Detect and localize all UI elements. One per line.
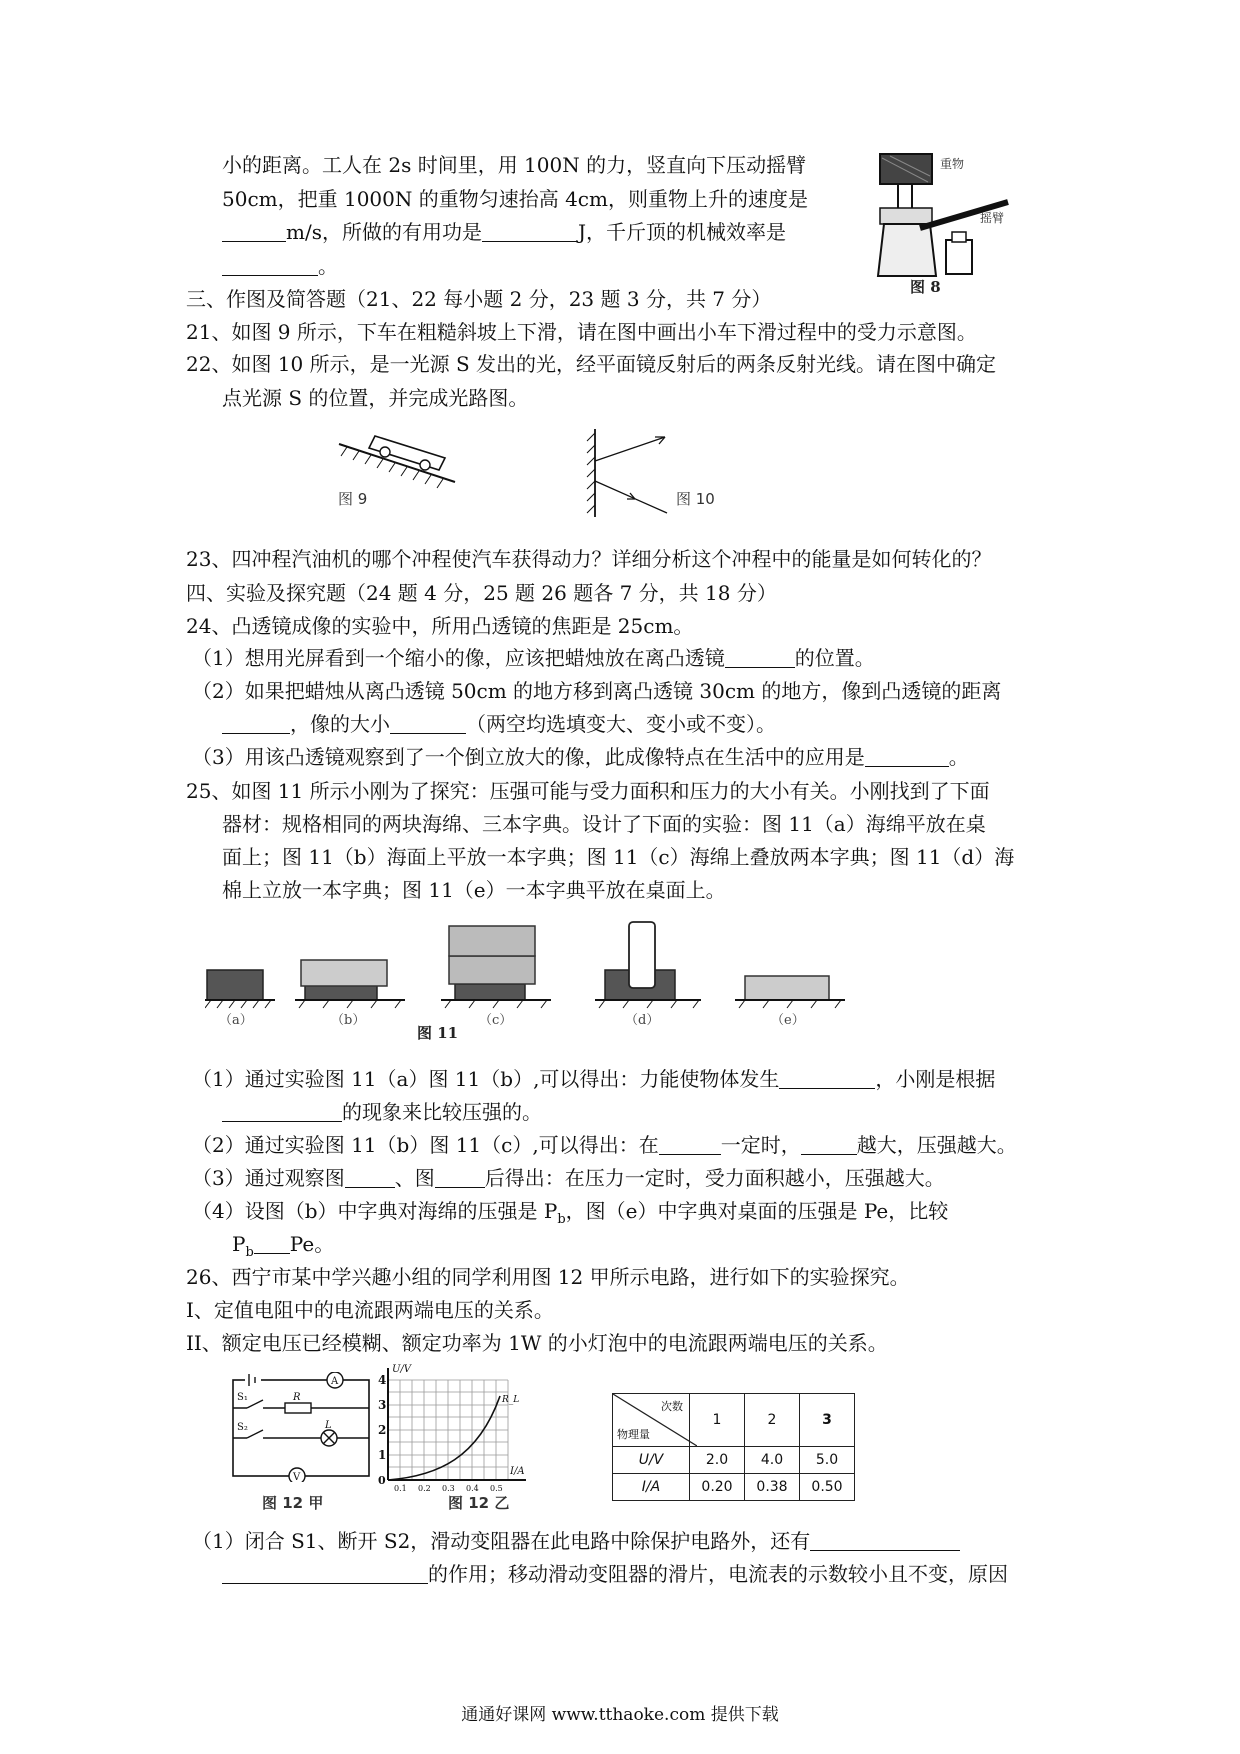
fig9-slope [335, 430, 465, 490]
q24-part2-line1: （2）如果把蜡烛从离凸透镜 50cm 的地方移到离凸透镜 30cm 的地方，像到凸透镜的距离 [192, 679, 1002, 703]
graph-xtick: 0.2 [418, 1484, 431, 1492]
fig11-sponge-experiment [205, 920, 1065, 1050]
table-cell: 5.0 [800, 1447, 855, 1474]
answer-blank[interactable] [222, 711, 290, 734]
answer-blank[interactable] [345, 1165, 395, 1188]
switch-s1-label: S₁ [237, 1392, 248, 1403]
answer-blank[interactable] [779, 1066, 875, 1089]
table-cell: 0.38 [745, 1474, 800, 1501]
fig11-label-a: （a） [219, 1013, 253, 1028]
q20-line1: 小的距离。工人在 2s 时间里，用 100N 的力，竖直向下压动摇臂 [222, 153, 807, 177]
answer-blank[interactable] [725, 645, 795, 668]
q23-text: 23、四冲程汽油机的哪个冲程使汽车获得动力？详细分析这个冲程中的能量是如何转化的？ [186, 547, 992, 571]
answer-blank[interactable] [254, 1231, 290, 1254]
fig8-label-arm: 摇臂 [980, 211, 1005, 225]
q25-part1-line1: （1）通过实验图 11（a）图 11（b）,可以得出：力能使物体发生 ，小刚是根据 [192, 1067, 996, 1091]
table-cell: 4.0 [745, 1447, 800, 1474]
fig12b-caption: 图 12 乙 [448, 1494, 510, 1512]
page-footer: 通通好课网 www.tthaoke.com 提供下载 [461, 1705, 779, 1725]
graph-ytick: 1 [378, 1448, 387, 1462]
fig11-label-c: （c） [479, 1013, 513, 1028]
voltmeter-label: V [293, 1472, 301, 1482]
table-cell: 0.50 [800, 1474, 855, 1501]
graph-curve-label: R_L [502, 1395, 520, 1405]
q25-line2: 器材：规格相同的两块海绵、三本字典。设计了下面的实验：图 11（a）海绵平放在桌 [222, 812, 986, 836]
table-cell: 0.20 [690, 1474, 745, 1501]
fig8-jack [870, 148, 1010, 294]
section-4-heading: 四、实验及探究题（24 题 4 分，25 题 26 题各 7 分，共 18 分） [186, 581, 777, 605]
fig11-label-e: （e） [771, 1013, 805, 1028]
graph-xtick: 0.5 [490, 1484, 503, 1492]
q24-stem: 24、凸透镜成像的实验中，所用凸透镜的焦距是 25cm。 [186, 614, 694, 638]
fig12b-graph [378, 1362, 558, 1492]
q26-stem: 26、西宁市某中学兴趣小组的同学利用图 12 甲所示电路，进行如下的实验探究。 [186, 1265, 910, 1289]
graph-ylabel: U/V [392, 1364, 412, 1375]
section-3-heading: 三、作图及简答题（21、22 每小题 2 分，23 题 3 分，共 7 分） [186, 287, 772, 311]
switch-s2-label: S₂ [237, 1422, 248, 1433]
fig10-caption: 图 10 [676, 490, 715, 508]
fig8-label-weight: 重物 [940, 157, 965, 171]
graph-origin: 0 [378, 1474, 386, 1487]
answer-blank[interactable] [222, 253, 318, 276]
q25-part4-line2: $P_b$ Pe。 [232, 1232, 335, 1260]
table-header-cell: 3 [800, 1394, 855, 1447]
fig9-caption: 图 9 [338, 490, 368, 508]
table-corner-cell: 次数 物理量 [613, 1394, 690, 1447]
graph-xtick: 0.1 [394, 1484, 407, 1492]
fig11-label-d: （d） [625, 1013, 660, 1028]
q21-text: 21、如图 9 所示，下车在粗糙斜坡上下滑，请在图中画出小车下滑过程中的受力示意图。 [186, 320, 977, 344]
table-row-label: U/V [613, 1447, 690, 1474]
q25-line4: 棉上立放一本字典；图 11（e）一本字典平放在桌面上。 [222, 878, 726, 902]
lamp-label: L [325, 1420, 332, 1431]
table-row [613, 1447, 855, 1474]
table-header-cell: 2 [745, 1394, 800, 1447]
answer-blank[interactable] [482, 219, 578, 242]
q22-line1: 22、如图 10 所示，是一光源 S 发出的光，经平面镜反射后的两条反射光线。请在图中确定 [186, 352, 997, 376]
graph-ytick: 3 [378, 1398, 387, 1412]
fig11-label-b: （b） [331, 1013, 366, 1028]
graph-xtick: 0.3 [442, 1484, 455, 1492]
graph-xlabel: I/A [510, 1466, 525, 1477]
fig10-mirror [575, 425, 675, 520]
q25-part1-line2: 的现象来比较压强的。 [222, 1098, 542, 1126]
graph-ytick: 4 [378, 1373, 387, 1387]
q24-part3: （3）用该凸透镜观察到了一个倒立放大的像，此成像特点在生活中的应用是 。 [192, 745, 969, 769]
q25-line1: 25、如图 11 所示小刚为了探究：压强可能与受力面积和压力的大小有关。小刚找到了下面 [186, 779, 990, 803]
q25-part2: （2）通过实验图 11（b）图 11（c）,可以得出：在 一定时， 越大，压强越大。 [192, 1133, 1017, 1157]
resistor-label: R [293, 1392, 301, 1403]
answer-blank[interactable] [810, 1528, 960, 1551]
graph-xtick: 0.4 [466, 1484, 479, 1492]
q25-part4-line1: （4）设图（b）中字典对海绵的压强是 $P_b$，图（e）中字典对桌面的压强是 Pe，比较 [192, 1199, 949, 1227]
fig8-caption: 图 8 [910, 278, 941, 294]
answer-blank[interactable] [222, 1561, 428, 1584]
q24-part1: （1）想用光屏看到一个缩小的像，应该把蜡烛放在离凸透镜 的位置。 [192, 646, 875, 670]
ammeter-label: A [331, 1376, 339, 1387]
q22-line2: 点光源 S 的位置，并完成光路图。 [222, 386, 529, 410]
graph-curve-rl [388, 1396, 500, 1480]
q24-part2-line2: ，像的大小 （两空均选填变大、变小或不变）。 [222, 710, 776, 738]
q25-line3: 面上；图 11（b）海面上平放一本字典；图 11（c）海绵上叠放两本字典；图 11（d）海 [222, 845, 1015, 869]
q20-line4: 。 [222, 252, 338, 280]
q26-item1: I、定值电阻中的电流跟两端电压的关系。 [186, 1298, 554, 1322]
answer-blank[interactable] [435, 1165, 485, 1188]
table-row-label: I/A [613, 1474, 690, 1501]
answer-blank[interactable] [659, 1132, 721, 1155]
q26-part1-line2: 的作用；移动滑动变阻器的滑片，电流表的示数较小且不变，原因 [222, 1560, 1008, 1588]
fig11-caption: 图 11 [417, 1024, 459, 1042]
answer-blank[interactable] [390, 711, 466, 734]
q26-item2: II、额定电压已经模糊、额定功率为 1W 的小灯泡中的电流跟两端电压的关系。 [186, 1331, 888, 1355]
q20-line2: 50cm，把重 1000N 的重物匀速抬高 4cm，则重物上升的速度是 [222, 187, 808, 211]
q20-line3: m/s，所做的有用功是 J，千斤顶的机械效率是 [222, 218, 786, 246]
fig12a-circuit [225, 1372, 375, 1482]
fig12a-caption: 图 12 甲 [262, 1494, 324, 1512]
table-cell: 2.0 [690, 1447, 745, 1474]
answer-blank[interactable] [222, 219, 286, 242]
answer-blank[interactable] [865, 744, 949, 767]
table-row [613, 1474, 855, 1501]
table-header-cell: 1 [690, 1394, 745, 1447]
q26-data-table [612, 1393, 855, 1501]
q25-part3: （3）通过观察图 、图 后得出：在压力一定时，受力面积越小，压强越大。 [192, 1166, 945, 1190]
answer-blank[interactable] [801, 1132, 857, 1155]
answer-blank[interactable] [222, 1099, 342, 1122]
graph-ytick: 2 [378, 1423, 387, 1437]
q26-part1-line1: （1）闭合 S1、断开 S2，滑动变阻器在此电路中除保护电路外，还有 [192, 1527, 960, 1555]
